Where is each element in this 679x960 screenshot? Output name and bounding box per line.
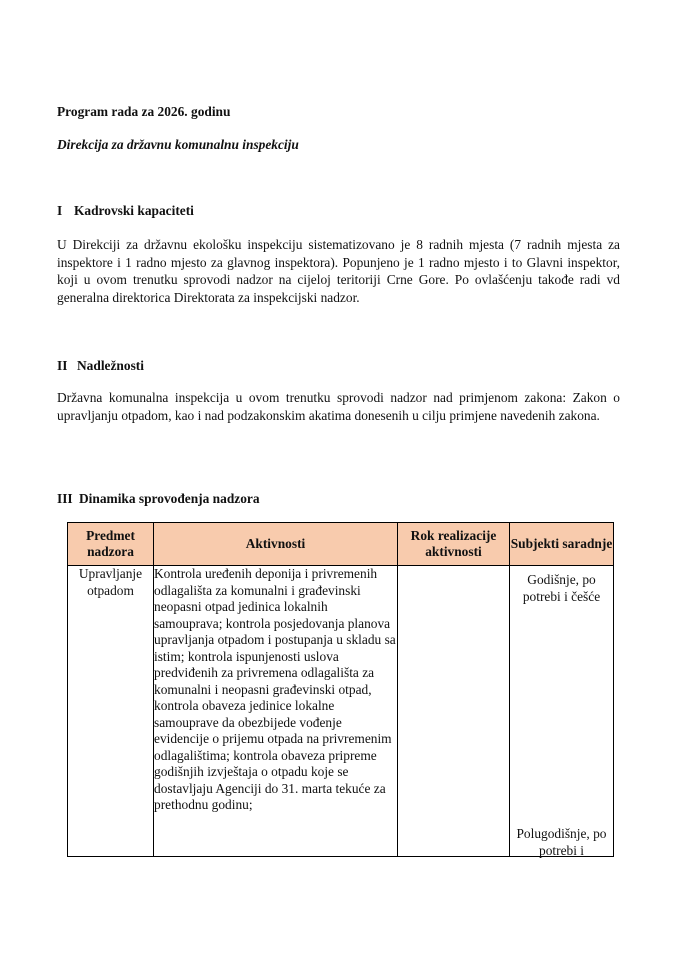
section-heading-2 bbox=[57, 357, 144, 375]
table-row bbox=[68, 566, 614, 857]
section-title-1: Kadrovski kapaciteti bbox=[74, 203, 194, 218]
header-deadline: Rok realizacije aktivnosti bbox=[398, 523, 510, 566]
section-body-2: Državna komunalna inspekcija u ovom trenutku sprovodi nadzor nad primjenom zakona: Zakon o upravljanju otpadom, kao i nad podzakonskim akatima donesenih u cilju primjene navedenih zakona. bbox=[57, 390, 620, 423]
cell-subject: Upravljanje otpadom bbox=[68, 566, 154, 857]
cell-deadline bbox=[398, 566, 510, 857]
section-title-3: Dinamika sprovođenja nadzora bbox=[79, 491, 260, 506]
section-heading-1 bbox=[57, 202, 194, 220]
partners-frequency-annual: Godišnje, po potrebi i češće bbox=[522, 572, 601, 604]
section-title-2: Nadležnosti bbox=[77, 358, 144, 373]
document-title: Program rada za 2026. godinu bbox=[57, 104, 231, 119]
supervision-schedule-table bbox=[67, 522, 614, 857]
cell-activities: Kontrola uređenih deponija i privremenih odlagališta za komunalni i građevinski neopasni otpad jedinica lokalnih samouprava; kontrola posjedovanja planova upravljanja otpadom i postupanja u skladu sa istim; kontrola ispunjenosti uslova predviđenih za privremena odlagališta za komunalni i neopasni građevinski otpad, kontrola obaveza jedinice lokalne samouprave da obezbijede vođenje evidencije o prijemu otpada na privremenim odlagalištima; kontrola obaveza pripreme godišnjih izvještaja o otpadu koje se dostavljaju Agenciji do 31. marta tekuće za prethodnu godinu; bbox=[154, 566, 398, 857]
header-activities: Aktivnosti bbox=[154, 523, 398, 566]
section-body-1: U Direkciji za državnu ekološku inspekciju sistematizovano je 8 radnih mjesta (7 radnih mjesta za inspektore i 1 radno mjesto za glavnog inspektora). Popunjeno je 1 radno mjesto i to Glavni inspektor, koji u ovom trenutku sprovodi nadzor na cijeloj teritoriji Crne Gore. Po ovlašćenju takođe radi vd generalna direktorica Direktorata za inspekcijski nadzor. bbox=[57, 237, 620, 305]
section-number-1: I bbox=[57, 203, 63, 218]
section-heading-3 bbox=[57, 490, 260, 508]
header-partners: Subjekti saradnje bbox=[510, 523, 614, 566]
section-number-3: III bbox=[57, 491, 73, 506]
cell-partners bbox=[510, 566, 614, 857]
document-subtitle: Direkcija za državnu komunalnu inspekciju bbox=[57, 137, 299, 152]
partners-frequency-semiannual: Polugodišnje, po potrebi i bbox=[516, 826, 607, 858]
section-number-2: II bbox=[57, 358, 68, 373]
table-header-row bbox=[68, 523, 614, 566]
header-subject: Predmet nadzora bbox=[68, 523, 154, 566]
